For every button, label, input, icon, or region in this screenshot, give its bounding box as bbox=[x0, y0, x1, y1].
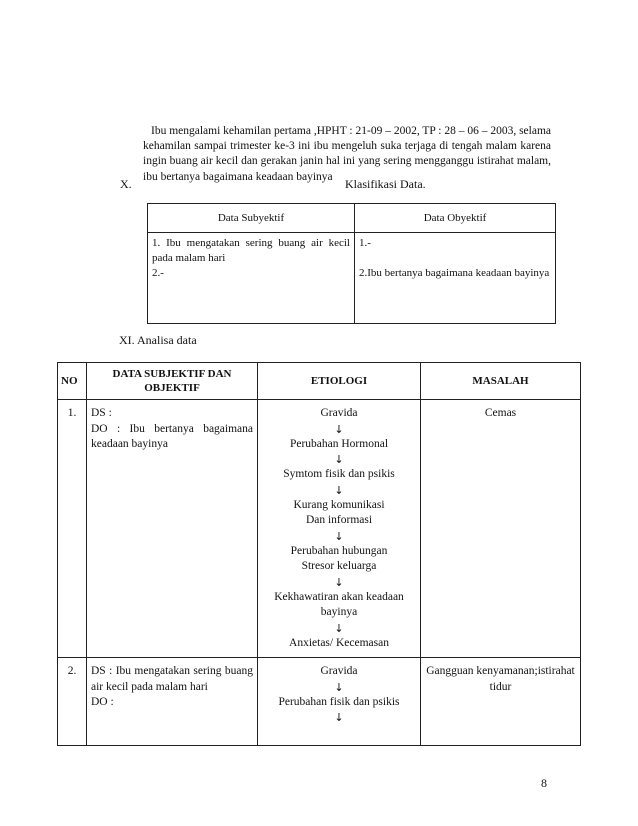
ds-line: DS : bbox=[91, 407, 112, 419]
masalah-cell: Cemas bbox=[421, 400, 581, 658]
etiologi-step: Anxietas/ Kecemasan bbox=[289, 636, 389, 649]
down-arrow-icon: ↓ bbox=[334, 453, 344, 466]
table-row bbox=[58, 658, 581, 746]
header-masalah: MASALAH bbox=[421, 363, 581, 400]
subjective-item: 2.- bbox=[152, 267, 164, 279]
down-arrow-icon: ↓ bbox=[334, 529, 344, 543]
etiologi-cell bbox=[258, 400, 421, 658]
row-number: 1. bbox=[58, 400, 87, 658]
section-x-title: Klasifikasi Data. bbox=[345, 177, 426, 191]
down-arrow-icon: ↓ bbox=[334, 711, 344, 724]
intro-paragraph: Ibu mengalami kehamilan pertama ,HPHT : 21-09 – 2002, TP : 28 – 06 – 2003, selama kehamilan sampai trimester ke-3 ini ibu mengeluh suka terjaga di tengah malam karena ingin buang air kecil dan gerakan janin hal ini yang sering mengganggu istirahat malam, ibu bertanya bagaimana keadaan bayinya bbox=[143, 125, 551, 183]
do-line: DO : bbox=[91, 696, 114, 708]
down-arrow-icon: ↓ bbox=[334, 621, 344, 635]
etiologi-step: Kekhawatiran akan keadaan bayinya bbox=[274, 590, 404, 618]
masalah-cell: Gangguan kenyamanan;istirahat tidur bbox=[421, 658, 581, 746]
section-x-number: X. bbox=[120, 177, 132, 191]
row-number: 2. bbox=[58, 658, 87, 746]
down-arrow-icon: ↓ bbox=[334, 483, 344, 497]
down-arrow-icon: ↓ bbox=[334, 680, 344, 694]
etiologi-step: Symtom fisik dan psikis bbox=[283, 468, 395, 480]
etiologi-step: Kurang komunikasi Dan informasi bbox=[293, 498, 385, 526]
objective-item: 2.Ibu bertanya bagaimana keadaan bayinya bbox=[359, 267, 550, 279]
data-cell bbox=[87, 658, 258, 746]
etiologi-step: Perubahan Hormonal bbox=[289, 437, 389, 450]
do-line: DO : Ibu bertanya bagaimana keadaan bayinya bbox=[91, 422, 253, 450]
objective-spacer bbox=[359, 251, 551, 266]
down-arrow-icon: ↓ bbox=[334, 575, 344, 589]
ds-line: DS : Ibu mengatakan sering buang air kecil pada malam hari bbox=[91, 665, 253, 693]
etiologi-step: Gravida bbox=[320, 665, 358, 677]
table-row bbox=[58, 400, 581, 658]
header-no: NO bbox=[58, 363, 87, 400]
data-cell bbox=[87, 400, 258, 658]
header-data-subjektif-objektif: DATA SUBJEKTIF DAN OBJEKTIF bbox=[87, 363, 258, 400]
klasifikasi-data-table bbox=[147, 203, 556, 324]
page-number: 8 bbox=[541, 776, 547, 790]
header-etiologi: ETIOLOGI bbox=[258, 363, 421, 400]
etiologi-step: Gravida bbox=[320, 407, 358, 419]
down-arrow-icon: ↓ bbox=[334, 422, 344, 436]
etiologi-step: Perubahan fisik dan psikis bbox=[278, 695, 400, 708]
subjective-cell bbox=[148, 233, 355, 324]
header-data-subyektif: Data Subyektif bbox=[148, 204, 355, 233]
etiologi-step: Perubahan hubungan Stresor keluarga bbox=[290, 544, 388, 572]
objective-cell bbox=[355, 233, 556, 324]
objective-item: 1.- bbox=[359, 237, 371, 249]
header-data-obyektif: Data Obyektif bbox=[355, 204, 556, 233]
etiologi-cell bbox=[258, 658, 421, 746]
analisa-data-table bbox=[57, 362, 581, 746]
section-xi-title: XI. Analisa data bbox=[119, 333, 197, 347]
subjective-item: 1. Ibu mengatakan sering buang air kecil pada malam hari bbox=[152, 237, 350, 264]
